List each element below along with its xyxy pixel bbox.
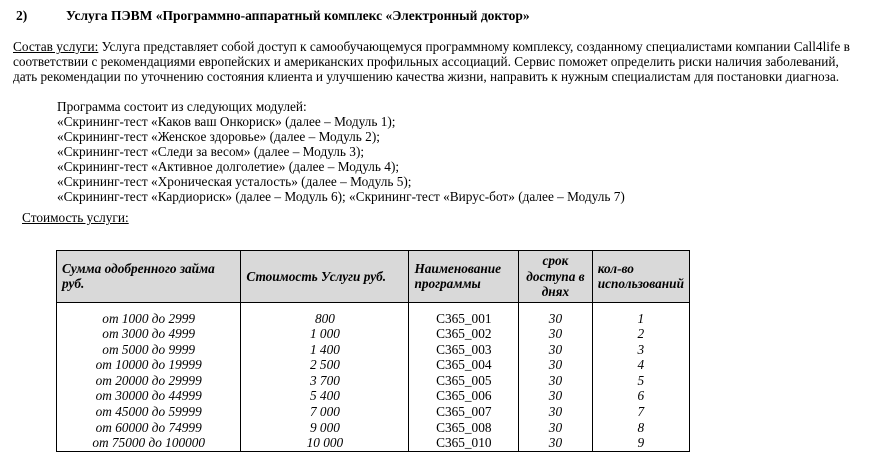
- table-row: [57, 388, 690, 404]
- cell-access-days: 30: [519, 311, 593, 327]
- cell-loan-sum: от 1000 до 2999: [57, 311, 241, 327]
- cell-usage-count: 3: [592, 342, 689, 358]
- cell-usage-count: 9: [592, 435, 689, 451]
- module-line: «Скрининг-тест «Активное долголетие» (далее – Модуль 4);: [57, 159, 400, 174]
- module-line: «Скрининг-тест «Следи за весом» (далее – Модуль 3);: [57, 144, 365, 159]
- cell-usage-count: 1: [592, 311, 689, 327]
- cell-access-days: 30: [519, 388, 593, 404]
- modules-list: [57, 99, 625, 204]
- table-row: [57, 342, 690, 358]
- module-line: «Скрининг-тест «Женское здоровье» (далее – Модуль 2);: [57, 129, 380, 144]
- header-usage-count: кол-во использований: [592, 251, 689, 303]
- module-line: «Скрининг-тест «Хроническая усталость» (далее – Модуль 5);: [57, 174, 412, 189]
- modules-intro: Программа состоит из следующих модулей:: [57, 99, 307, 114]
- cell-access-days: 30: [519, 342, 593, 358]
- price-table: [56, 250, 690, 452]
- cell-loan-sum: от 20000 до 29999: [57, 373, 241, 389]
- cell-service-cost: 1 000: [241, 326, 409, 342]
- cell-loan-sum: от 45000 до 59999: [57, 404, 241, 420]
- cell-access-days: 30: [519, 435, 593, 451]
- cell-service-cost: 7 000: [241, 404, 409, 420]
- cell-access-days: 30: [519, 404, 593, 420]
- cell-usage-count: 5: [592, 373, 689, 389]
- cell-program-name: C365_002: [409, 326, 519, 342]
- cell-service-cost: 800: [241, 311, 409, 327]
- cell-loan-sum: от 60000 до 74999: [57, 420, 241, 436]
- composition-text: Услуга представляет собой доступ к самообучающемуся программному комплексу, созданному специалистами компании Call4life в соответствии с рекомендациями европейских и американских профильных ассоциаций. Сервис поможет определить риски наличия заболеваний, дать рекомендации по уточнению состояния клиента и улучшению качества жизни, направить к нужным специалистам для постановки диагноза.: [13, 39, 850, 84]
- table-row: [57, 404, 690, 420]
- cell-program-name: C365_006: [409, 388, 519, 404]
- cell-service-cost: 5 400: [241, 388, 409, 404]
- table-row: [57, 373, 690, 389]
- cell-loan-sum: от 5000 до 9999: [57, 342, 241, 358]
- cell-service-cost: 3 700: [241, 373, 409, 389]
- cell-usage-count: 2: [592, 326, 689, 342]
- section-title: Услуга ПЭВМ «Программно-аппаратный комплекс «Электронный доктор»: [66, 8, 530, 23]
- cell-service-cost: 1 400: [241, 342, 409, 358]
- cell-access-days: 30: [519, 420, 593, 436]
- cell-loan-sum: от 30000 до 44999: [57, 388, 241, 404]
- cell-usage-count: 4: [592, 357, 689, 373]
- header-program-name: Наименование программы: [409, 251, 519, 303]
- cell-loan-sum: от 3000 до 4999: [57, 326, 241, 342]
- cell-loan-sum: от 75000 до 100000: [57, 435, 241, 451]
- table-row: [57, 420, 690, 436]
- cell-loan-sum: от 10000 до 19999: [57, 357, 241, 373]
- module-line: «Скрининг-тест «Каков ваш Онкориск» (далее – Модуль 1);: [57, 114, 396, 129]
- table-row: [57, 311, 690, 327]
- module-line: «Скрининг-тест «Кардиориск» (далее – Модуль 6); «Скрининг-тест «Вирус-бот» (далее – Модуль 7): [57, 189, 625, 204]
- section-number: 2): [16, 8, 28, 23]
- cell-program-name: C365_003: [409, 342, 519, 358]
- cell-program-name: C365_008: [409, 420, 519, 436]
- cell-service-cost: 2 500: [241, 357, 409, 373]
- header-loan-sum: Сумма одобренного займа руб.: [57, 251, 241, 303]
- cost-title: Стоимость услуги:: [22, 210, 129, 225]
- cell-program-name: C365_007: [409, 404, 519, 420]
- cell-service-cost: 9 000: [241, 420, 409, 436]
- cell-program-name: C365_005: [409, 373, 519, 389]
- composition-label: Состав услуги:: [13, 39, 99, 54]
- header-service-cost: Стоимость Услуги руб.: [241, 251, 409, 303]
- table-row: [57, 357, 690, 373]
- cell-program-name: C365_001: [409, 311, 519, 327]
- cell-access-days: 30: [519, 357, 593, 373]
- table-spacer-row: [57, 302, 690, 311]
- cell-service-cost: 10 000: [241, 435, 409, 451]
- cell-access-days: 30: [519, 373, 593, 389]
- header-access-days: срок доступа в днях: [519, 251, 593, 303]
- cell-usage-count: 6: [592, 388, 689, 404]
- cell-usage-count: 7: [592, 404, 689, 420]
- table-row: [57, 326, 690, 342]
- service-composition-paragraph: [13, 39, 863, 84]
- cell-program-name: C365_010: [409, 435, 519, 451]
- cell-program-name: C365_004: [409, 357, 519, 373]
- cell-usage-count: 8: [592, 420, 689, 436]
- table-header-row: [57, 251, 690, 303]
- section-heading: [16, 8, 530, 23]
- cell-access-days: 30: [519, 326, 593, 342]
- table-row: [57, 435, 690, 451]
